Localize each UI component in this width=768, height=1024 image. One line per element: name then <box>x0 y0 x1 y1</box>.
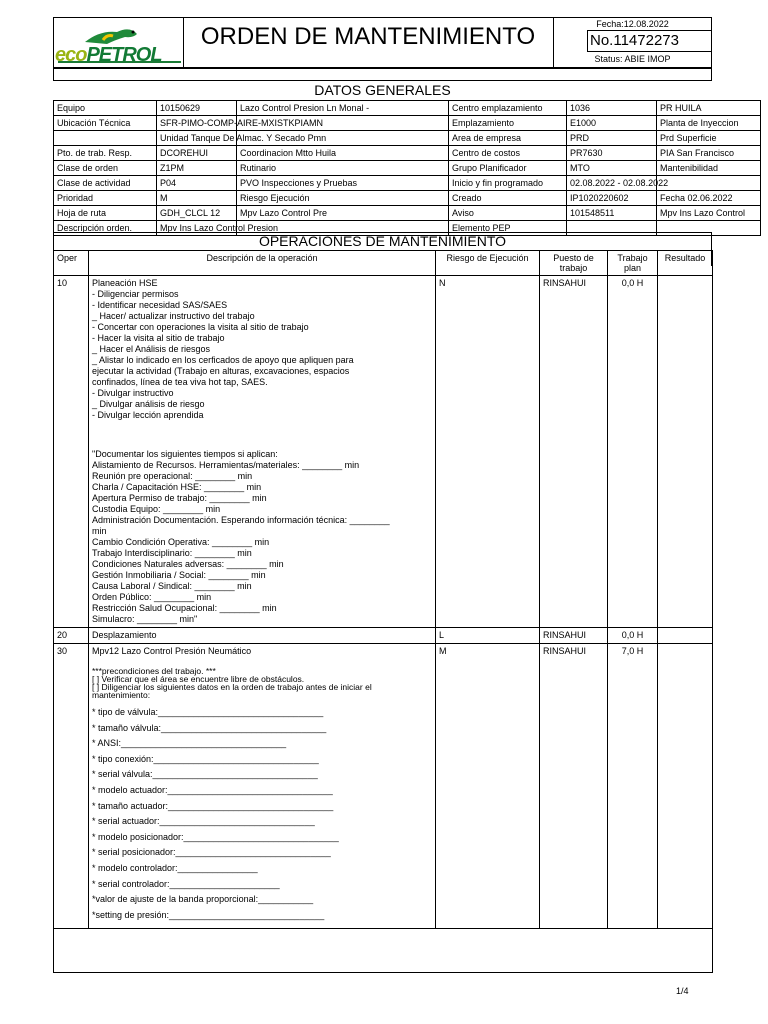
precondicion-line: [ ] Verificar que el área se encuentre libre de obstáculos. <box>92 674 305 684</box>
tiempo-line: Reunión pre operacional: ________ min <box>92 471 253 481</box>
datos-cell: PR HUILA <box>657 101 761 116</box>
tiempo-line: Apertura Permiso de trabajo: ________ min <box>92 493 267 503</box>
datos-cell: PRD <box>567 131 657 146</box>
tiempo-line: "Documentar los siguientes tiempos si aplican: <box>92 449 278 459</box>
descripcion-line: Planeación HSE <box>92 278 158 288</box>
table-row <box>54 644 713 929</box>
datos-cell: IP1020220602 <box>567 191 657 206</box>
descripcion-line: - Identificar necesidad SAS/SAES <box>92 300 228 310</box>
operaciones-header-row <box>54 251 713 276</box>
datos-cell: Equipo <box>54 101 157 116</box>
datos-cell: Fecha 02.06.2022 <box>657 191 761 206</box>
datos-cell: Mpv Ins Lazo Control <box>657 206 761 221</box>
datos-cell: Emplazamiento <box>449 116 567 131</box>
descripcion-line: - Divulgar instructivo <box>92 388 174 398</box>
descripcion-cell <box>89 276 436 628</box>
datos-cell: Creado <box>449 191 567 206</box>
operaciones-title: OPERACIONES DE MANTENIMIENTO <box>258 233 507 249</box>
datos-cell: PVO Inspecciones y Pruebas <box>237 176 449 191</box>
datos-cell: Mpv Ins Lazo Control Presion <box>157 221 237 236</box>
datos-cell: P04 <box>157 176 237 191</box>
descripcion-line: - Concertar con operaciones la visita al sitio de trabajo <box>92 322 309 332</box>
datos-row <box>54 161 761 176</box>
datos-row <box>54 131 761 146</box>
datos-cell: DCOREHUI <box>157 146 237 161</box>
tiempo-line: Gestión Inmobiliaria / Social: ________ min <box>92 570 266 580</box>
campo-line: * modelo controlador:________________ <box>92 862 258 873</box>
resultado-cell[interactable] <box>658 276 713 628</box>
descripcion-line: confinados, línea de tea viva hot tap, SAES. <box>92 377 268 387</box>
col-riesgo-header: Riesgo de Ejecución <box>436 251 540 276</box>
campos-lines <box>92 707 432 920</box>
datos-generales-title: DATOS GENERALES <box>314 82 451 98</box>
logo-eco: eco <box>55 44 87 66</box>
logo-petrol: PETROL <box>86 44 162 66</box>
campo-line: * tipo de válvula:_________________________________ <box>92 707 324 717</box>
oper-cell: 30 <box>54 644 89 929</box>
datos-row <box>54 176 761 191</box>
puesto-cell: RINSAHUI <box>540 644 608 929</box>
datos-cell: Clase de orden <box>54 161 157 176</box>
datos-cell <box>54 131 157 146</box>
datos-row <box>54 101 761 116</box>
datos-cell: GDH_CLCL 12 <box>157 206 237 221</box>
tiempo-line: Simulacro: ________ min" <box>92 614 198 624</box>
table-row <box>54 276 713 628</box>
empty-row <box>54 929 713 973</box>
datos-cell: Ubicación Técnica <box>54 116 157 131</box>
datos-cell: Centro emplazamiento <box>449 101 567 116</box>
datos-cell: Planta de Inyeccion <box>657 116 761 131</box>
datos-cell: Riesgo Ejecución <box>237 191 449 206</box>
descripcion-line: _ Hacer/ actualizar instructivo del trabajo <box>92 311 255 321</box>
datos-row <box>54 116 761 131</box>
col-oper-header: Oper <box>54 251 89 276</box>
puesto-cell: RINSAHUI <box>540 628 608 644</box>
campo-line: * serial posicionador:_______________________________ <box>92 847 331 858</box>
datos-cell: Pto. de trab. Resp. <box>54 146 157 161</box>
col-descripcion-header: Descripción de la operación <box>89 251 436 276</box>
datos-cell: Area de empresa <box>449 131 567 146</box>
campo-line: * serial válvula:_________________________________ <box>92 769 318 780</box>
tiempos-lines <box>92 449 432 625</box>
descripcion-line: ejecutar la actividad (Trabajo en alturas, excavaciones, espacios <box>92 366 350 376</box>
tiempo-line: Condiciones Naturales adversas: ________ min <box>92 559 284 569</box>
datos-row <box>54 191 761 206</box>
status: Status: ABIE IMOP <box>594 54 671 64</box>
tiempo-line: Administración Documentación. Esperando información técnica: ________ <box>92 515 390 525</box>
datos-cell: Inicio y fin programado <box>449 176 567 191</box>
fecha: Fecha:12.08.2022 <box>596 19 669 29</box>
descripcion-line: - Diligenciar permisos <box>92 289 179 299</box>
descripcion-line: _ Alistar lo indicado en los cerficados de apoyo que apliquen para <box>92 355 354 365</box>
riesgo-cell: L <box>436 628 540 644</box>
riesgo-cell: M <box>436 644 540 929</box>
trabajo-cell: 7,0 H <box>608 644 658 929</box>
precondiciones-lines <box>92 667 432 699</box>
tiempo-line: Charla / Capacitación HSE: ________ min <box>92 482 262 492</box>
datos-cell: Prioridad <box>54 191 157 206</box>
datos-cell: M <box>157 191 237 206</box>
table-row <box>54 628 713 644</box>
riesgo-cell: N <box>436 276 540 628</box>
datos-cell: Unidad Tanque De Almac. Y Secado Pmn <box>157 131 237 146</box>
campo-line: * modelo actuador:_________________________________ <box>92 784 333 795</box>
datos-cell: Centro de costos <box>449 146 567 161</box>
descripcion-cell <box>89 644 436 929</box>
campo-line: * tamaño actuador:_________________________________ <box>92 800 334 811</box>
campo-line: * ANSI:_________________________________ <box>92 738 287 749</box>
campo-line: *setting de presión:_______________________________ <box>92 909 325 920</box>
datos-generales-table <box>53 100 761 236</box>
tiempo-line: Orden Público: ________ min <box>92 592 212 602</box>
resultado-cell[interactable] <box>658 628 713 644</box>
tiempo-line: min <box>92 526 107 536</box>
datos-cell: Hoja de ruta <box>54 206 157 221</box>
tiempo-line: Trabajo Interdisciplinario: ________ min <box>92 548 252 558</box>
tiempo-line: Custodia Equipo: ________ min <box>92 504 221 514</box>
descripcion-cell: Desplazamiento <box>89 628 436 644</box>
descripcion-line: - Hacer la visita al sitio de trabajo <box>92 333 225 343</box>
datos-cell: 1036 <box>567 101 657 116</box>
precondicion-line: mantenimiento: <box>92 690 151 700</box>
resultado-cell[interactable] <box>658 644 713 929</box>
oper-cell: 10 <box>54 276 89 628</box>
ecopetrol-logo <box>55 20 183 66</box>
datos-cell: MTO <box>567 161 657 176</box>
datos-cell: Grupo Planificador <box>449 161 567 176</box>
tiempo-line: Cambio Condición Operativa: ________ min <box>92 537 270 547</box>
datos-cell: Aviso <box>449 206 567 221</box>
campo-line: * modelo posicionador:_______________________________ <box>92 831 339 842</box>
tiempo-line: Alistamiento de Recursos. Herramientas/materiales: ________ min <box>92 460 360 470</box>
datos-cell: Lazo Control Presion Ln Monal - <box>237 101 449 116</box>
precondicion-line: [ ] Diligenciar los siguientes datos en la orden de trabajo antes de iniciar el <box>92 682 372 692</box>
puesto-cell: RINSAHUI <box>540 276 608 628</box>
datos-cell: Elemento PEP <box>449 221 567 236</box>
datos-cell: Z1PM <box>157 161 237 176</box>
datos-cell: Rutinario <box>237 161 449 176</box>
col-trabajo-header: Trabajo plan <box>608 251 658 276</box>
campo-line: * serial controlador:______________________ <box>92 878 280 889</box>
orden-numero: No.11472273 <box>590 32 679 49</box>
col-resultado-header: Resultado <box>658 251 713 276</box>
datos-cell: Mantenibilidad <box>657 161 761 176</box>
page-number: 1/4 <box>676 986 689 996</box>
precondicion-line: ***precondiciones del trabajo. *** <box>92 666 216 676</box>
campo-line: * serial actuador:_______________________________ <box>92 816 315 827</box>
datos-cell: PIA San Francisco <box>657 146 761 161</box>
oper-cell: 20 <box>54 628 89 644</box>
trabajo-cell: 0,0 H <box>608 276 658 628</box>
datos-cell: PR7630 <box>567 146 657 161</box>
tiempo-line: Causa Laboral / Sindical: ________ min <box>92 581 252 591</box>
datos-cell: 101548511 <box>567 206 657 221</box>
datos-cell: Prd Superficie <box>657 131 761 146</box>
descripcion-line: _ Divulgar análisis de riesgo <box>92 399 205 409</box>
datos-cell: 10150629 <box>157 101 237 116</box>
page-title: ORDEN DE MANTENIMIENTO <box>200 23 536 50</box>
tiempo-line: Restricción Salud Ocupacional: ________ min <box>92 603 277 613</box>
datos-cell: SFR-PIMO-COMP-AIRE-MXISTKPIAMN <box>157 116 237 131</box>
datos-cell: Coordinacion Mtto Huila <box>237 146 449 161</box>
campo-line: * tipo conexión:_________________________________ <box>92 753 319 764</box>
col-puesto-header: Puesto de trabajo <box>540 251 608 276</box>
descripcion-title: Mpv12 Lazo Control Presión Neumático <box>92 646 252 656</box>
descripcion-line: _ Hacer el Análisis de riesgos <box>92 344 211 354</box>
trabajo-cell: 0,0 H <box>608 628 658 644</box>
campo-line: *valor de ajuste de la banda proporcional:___________ <box>92 894 314 905</box>
datos-row <box>54 146 761 161</box>
datos-cell: 02.08.2022 - 02.08.2022 <box>567 176 657 191</box>
datos-cell: Descripción orden. <box>54 221 157 236</box>
datos-cell: E1000 <box>567 116 657 131</box>
descripcion-line: - Divulgar lección aprendida <box>92 410 204 420</box>
campo-line: * tamaño válvula:_________________________________ <box>92 722 327 733</box>
datos-row <box>54 206 761 221</box>
operaciones-table <box>53 250 713 973</box>
datos-cell: Mpv Lazo Control Pre <box>237 206 449 221</box>
datos-cell: Clase de actividad <box>54 176 157 191</box>
descripcion-lines <box>92 278 432 421</box>
header-sub-strip <box>53 68 712 81</box>
datos-cell <box>657 176 761 191</box>
